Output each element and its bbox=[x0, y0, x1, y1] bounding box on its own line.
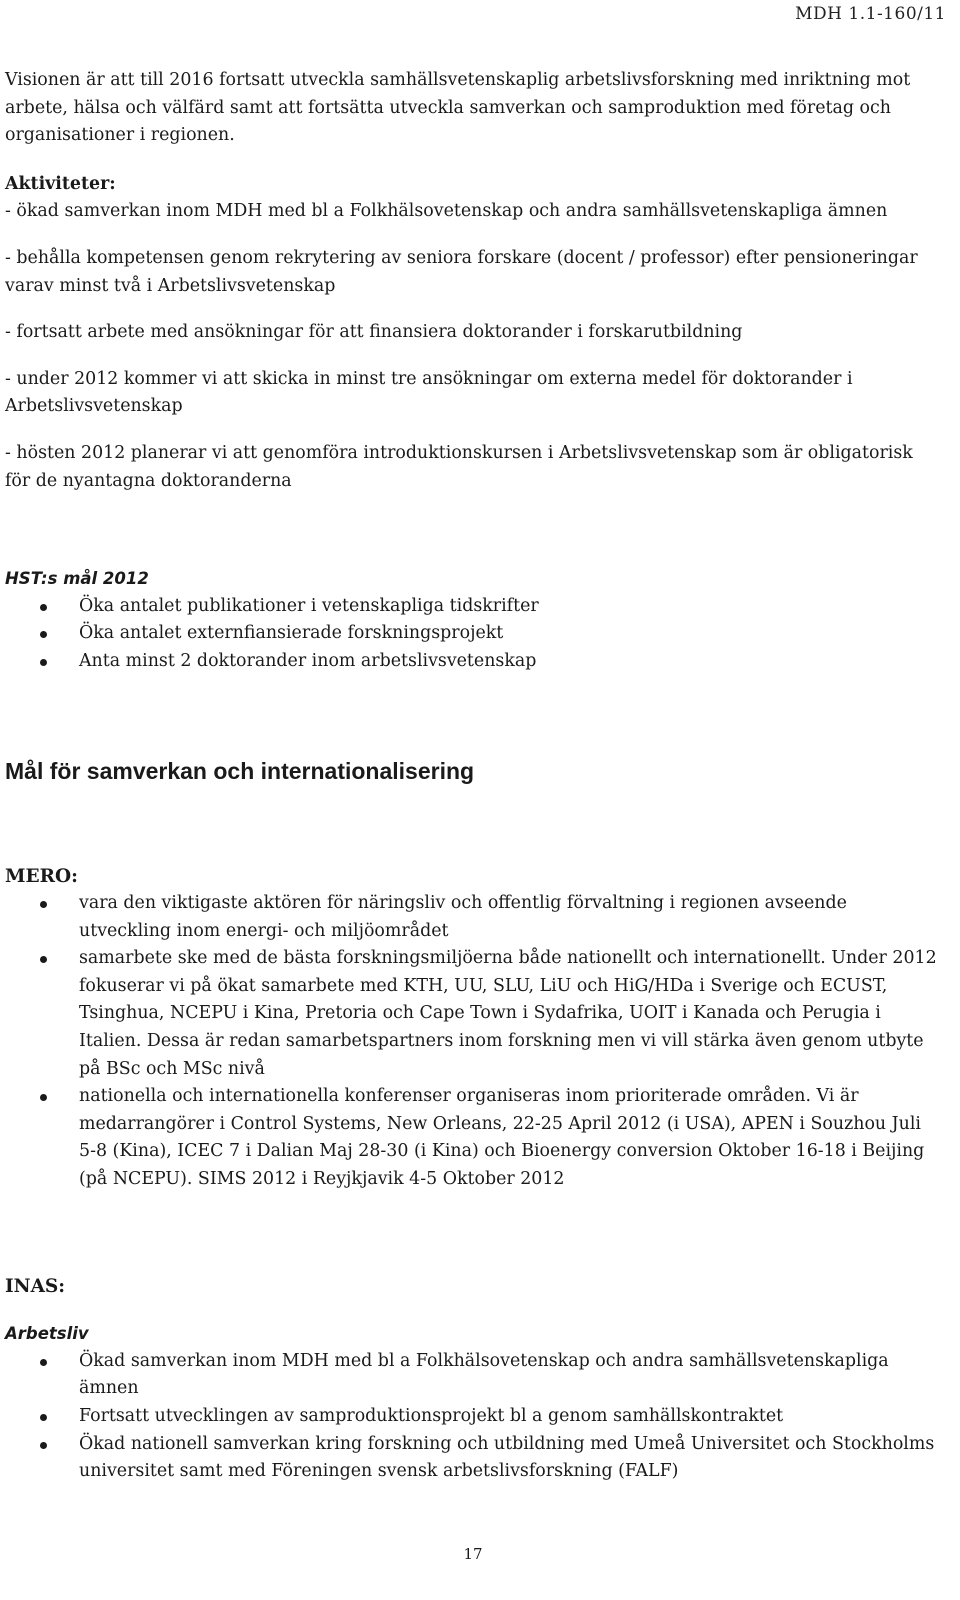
bullet-icon bbox=[40, 1442, 47, 1449]
inas-list bbox=[5, 1348, 940, 1486]
list-item: Ökad samverkan inom MDH med bl a Folkhälsovetenskap och andra samhällsvetenskapliga ämnen bbox=[5, 1348, 940, 1403]
page-number: 17 bbox=[463, 1545, 483, 1563]
list-item: Fortsatt utvecklingen av samproduktionsprojekt bl a genom samhällskontraktet bbox=[5, 1403, 940, 1431]
activity-item: - under 2012 kommer vi att skicka in minst tre ansökningar om externa medel för doktorander i Arbetslivsvetenskap bbox=[5, 368, 853, 417]
activity-item: - fortsatt arbete med ansökningar för att finansiera doktorander i forskarutbildning bbox=[5, 322, 743, 343]
section-title: Mål för samverkan och internationalisering bbox=[5, 757, 475, 784]
mero-list bbox=[5, 890, 940, 1194]
activity-item: - behålla kompetensen genom rekrytering av seniora forskare (docent / professor) efter pensioneringar varav minst två i Arbetslivsvetenskap bbox=[5, 247, 918, 296]
bullet-icon bbox=[40, 956, 47, 963]
document-body bbox=[5, 67, 940, 1486]
mero-heading: MERO: bbox=[5, 865, 78, 887]
list-item: nationella och internationella konferenser organiseras inom prioriterade områden. Vi är medarrangörer i Control Systems, New Orleans, 22-25 April 2012 (i USA), APEN i Souzhou Juli 5-8 (Kina), ICEC 7 i Dalian Maj 28-30 (i Kina) och Bioenergy conversion Oktober 16-18 i Beijing (på NCEPU). SIMS 2012 i Reyjkjavik 4-5 Oktober 2012 bbox=[5, 1083, 940, 1193]
bullet-icon bbox=[40, 631, 47, 638]
list-item: samarbete ske med de bästa forskningsmiljöerna både nationellt och internationellt. Under 2012 fokuserar vi på ökat samarbete med KTH, UU, SLU, LiU och HiG/HDa i Sverige och ECUST, Tsinghua, NCEPU i Kina, Pretoria och Cape Town i Sydafrika, UOIT i Kanada och Perugia i Italien. Dessa är redan samarbetspartners inom forskning men vi vill stärka även genom utbyte på BSc och MSc nivå bbox=[5, 945, 940, 1083]
hst-goals-heading: HST:s mål 2012 bbox=[5, 569, 149, 589]
activity-item: - ökad samverkan inom MDH med bl a Folkhälsovetenskap och andra samhällsvetenskapliga ämnen bbox=[5, 201, 888, 222]
arbetsliv-subheading: Arbetsliv bbox=[5, 1324, 89, 1344]
bullet-icon bbox=[40, 901, 47, 908]
list-item: Anta minst 2 doktorander inom arbetslivsvetenskap bbox=[5, 648, 940, 676]
list-item: Öka antalet externfiansierade forskningsprojekt bbox=[5, 620, 940, 648]
vision-paragraph: Visionen är att till 2016 fortsatt utveckla samhällsvetenskaplig arbetslivsforskning med inriktning mot arbete, hälsa och välfärd samt att fortsätta utveckla samverkan och samproduktion med företag och organisationer i regionen. bbox=[5, 70, 911, 146]
list-item: Ökad nationell samverkan kring forskning och utbildning med Umeå Universitet och Stockholms universitet samt med Föreningen svensk arbetslivsforskning (FALF) bbox=[5, 1431, 940, 1486]
bullet-icon bbox=[40, 604, 47, 611]
list-item: vara den viktigaste aktören för näringsliv och offentlig förvaltning i regionen avseende utveckling inom energi- och miljöområdet bbox=[5, 890, 940, 945]
bullet-icon bbox=[40, 1094, 47, 1101]
activities-heading: Aktiviteter: bbox=[5, 173, 116, 194]
document-reference: MDH 1.1-160/11 bbox=[795, 4, 946, 24]
bullet-icon bbox=[40, 1414, 47, 1421]
list-item: Öka antalet publikationer i vetenskapliga tidskrifter bbox=[5, 593, 940, 621]
hst-goals-list bbox=[5, 593, 940, 676]
inas-heading: INAS: bbox=[5, 1275, 66, 1297]
bullet-icon bbox=[40, 659, 47, 666]
bullet-icon bbox=[40, 1359, 47, 1366]
activity-item: - hösten 2012 planerar vi att genomföra introduktionskursen i Arbetslivsvetenskap som är obligatorisk för de nyantagna doktoranderna bbox=[5, 442, 913, 491]
